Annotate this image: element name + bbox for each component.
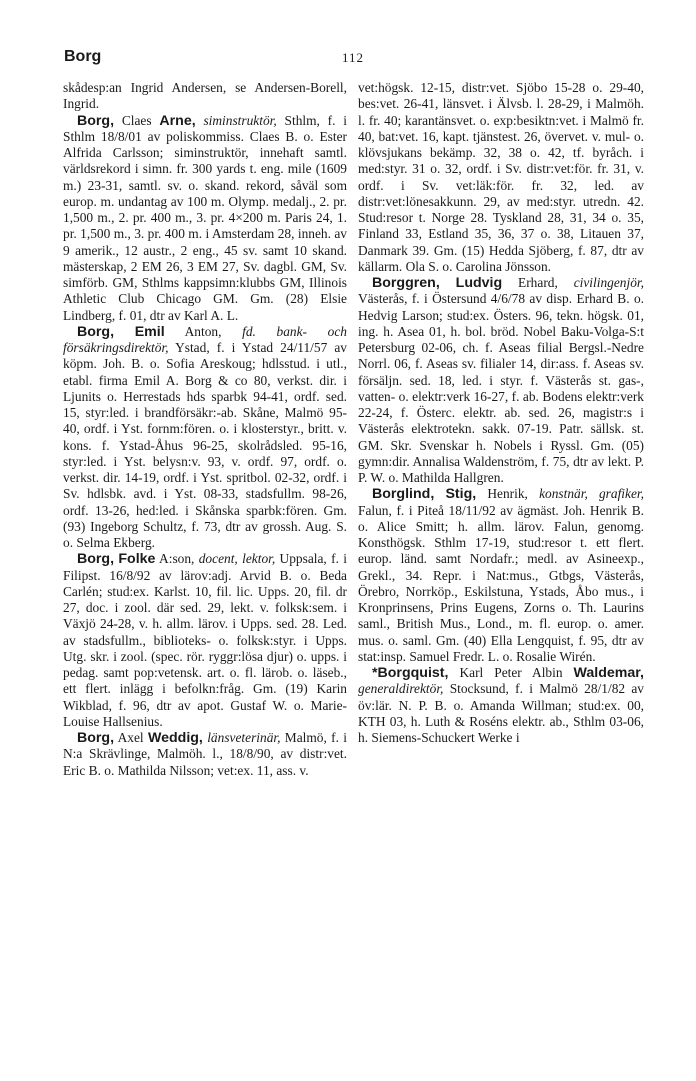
entry-surname: Borglind,: [372, 486, 435, 503]
entry-occupation: fd. bank- och försäkringsdirektör,: [63, 323, 347, 355]
entry-given-names: Axel: [114, 730, 148, 745]
page-number: 112: [341, 50, 365, 65]
entry-text: Falun, f. i Piteå 18/11/92 av ägmäst. Joh. Henrik B. o. Alice Smitt; h. allm. lärov. Falun, genomg. Konsthögsk. Sthlm 17-19, stud:resor t. ett flert. europ. länd. samt Nordafr.; medl. av Asineexp., Grekl., 34. Repr. i Nat:mus., Gtbgs, Västerås, Örebro, Norrköp., Eskilstuna, Ystads, Åbo mus., i Kronprinsens, Prins Eugens, Zorns o. Th. Laurins saml., British Mus., Lond., m. fl. europ. o. amer. mus. o. saml. Gm. (40) Ella Lengquist, f. 95, dtr av stat:insp. Samuel Fredr. L. o. Rosalie Wirén.: [358, 502, 644, 664]
entry-text: vet:högsk. 12-15, distr:vet. Sjöbo 15-28 o. 29-40, bes:vet. 26-41, länsvet. i Älvsb. l. 28-29, i Malmöh. l. fr. 40; karantänsvet. o. exp:besiktn:vet. i Malmö fr. 40, bat:vet. 16, kapt. tjänstest. 26, övervet. v. mul- o. klövsjukans bekämp. 32, 38 o. 42, tf. byråch. i med:styr. 31 o. 32, ordf. i Sv. distr:vet:för. fr. 31, v. ordf. i Sv. vet:läk:för. fr. 32, led. av distr:vet:lönesakkunn. 29, av med:styr. utredn. 42. Stud:resor t. Norge 28. Tyskland 28, 31, 34 o. 35, Finland 33, Estland 35, 36, 37 o. 38, Litauen 37, Danmark 39. Gm. (15) Hedda Sjöberg, f. 87, dtr av källarm. Ola S. o. Carolina Jönsson.: [358, 80, 644, 274]
entry-text: Stocksund, f. i Malmö 28/1/82 av öv:lär. N. P. B. o. Amanda Willman; stud:ex. 00, KTH 03, h. Luth & Roséns elektr. ab., Sthlm 03-06, h. Siemens-Schuckert Werke i: [358, 681, 644, 745]
entry-surname: Borg,: [77, 551, 115, 568]
left-column: [63, 80, 347, 779]
entry-given-names: Karl Peter Albin: [448, 665, 574, 680]
entry-given-names: Claes: [114, 112, 160, 128]
entry-extra-names: Anton,: [164, 323, 243, 339]
entry-surname: Borggren,: [372, 275, 440, 291]
entry-extra-names: Erhard,: [502, 275, 574, 290]
entry-text: skådesp:an Ingrid Andersen, se Andersen-Borell, Ingrid.: [63, 80, 347, 112]
entry-call-name: Stig,: [445, 486, 477, 503]
entry-surname: Borg,: [77, 730, 115, 746]
entry-borglind: [358, 486, 644, 665]
entry-surname: Borg,: [77, 112, 115, 129]
entry-borgquist: [358, 665, 644, 746]
entry-text: Uppsala, f. i Filipst. 16/8/92 av lärov:adj. Arvid B. o. Beda Carlén; stud:ex. Karlst. 10, fil. lic. Upps. 20, fil. dr 27, doc. i zool. där sed. 29, lekt. v. folksk:sem. i Växjö 24-28, v. h. allm. lärov. i Upps. sed. 28. Led. av stadsfullm., biblioteks- o. folksk:styr. i Upps. Utg. skr. i zool. (spec. rör. ryggr:lösa djur) o. upps. i pedag. samt pop:vetensk. art. o. fl. lärob. o. läseb., ett flert. inlägg i befolkn:fråg. Gm. (19) Karin Wikblad, f. 96, dtr av apot. Gustaf W. o. Marie-Louise Hallsenius.: [63, 551, 347, 729]
entry-occupation: konstnär, grafiker,: [539, 486, 644, 502]
entry-call-name: Emil: [134, 323, 165, 340]
entry-call-name: Arne,: [159, 112, 196, 129]
entry-extra-names: Henrik,: [476, 486, 540, 502]
entry-call-name: Ludvig: [455, 275, 503, 291]
entry-borg-axel: [63, 730, 347, 779]
entry-occupation: länsveterinär,: [207, 730, 281, 745]
entry-text: Sthlm, f. i Sthlm 18/8/01 av poliskommiss. Claes B. o. Ester Alfrida Carlsson; siminstruktör, innehaft samtl. världsrekord i simn. fr. 300 yards t. eng. mile (1609 m.) 23-31, samtl. sv. o. skand. rekord, såväl som europ. m. undantag av 100 m. Olymp. medalj., 2. pr. 1,500 m., 2. pr. 400 m., 3. pr. 4×200 m. Paris 24, 1. pr. 1,500 m., 3. pr. 400 m. i Amsterdam 28, inneh. av 9 amerik., 12 austr., 2 eng., 45 sv. samt 10 skand. mästerskap, 2 EM 26, 3 EM 27, Sv. dagbl. GM, Sv. simförb. GM, Sthlms kappsimn:klubbs GM, Illinois Athletic Club Chicago GM. Gm. (28) Elsie Lindberg, f. 01, dtr av Karl A. L.: [63, 112, 347, 323]
entry-borg-claes: [63, 113, 347, 324]
running-head: [64, 48, 642, 70]
entry-borggren: [358, 275, 644, 486]
entry-borg-emil: [63, 324, 347, 552]
entry-call-name: Waldemar,: [573, 665, 644, 681]
entry-text: Västerås, f. i Östersund 4/6/78 av disp. Erhard B. o. Hedvig Larson; stud:ex. Östers. 96, tekn. högsk. 01, ing. h. Asea 01, h. bol. bröd. Nobel Baku-Volga-S:t Petersburg 02-06, ch. f. Aseas filial Bergsl.-Nedre Norrl. 06, f. Aseas sv. filialer 14, dir:ass. f. Aseas sv. försäljn. sed. 18, led. i styr. f. Västerås st. gas-, vatten- o. elektr:verk 16-27, f. ab. Bodens elektr:verk 22-24, f. Österс. elektr. ab. sed. 26, magistr:s i Västerås elektrotekn. sakk. 07-19. Patr. sällsk. st. GM. Skr. Svenskar h. Nobels i Ryssl. Gm. (05) gymn:dir. Annalisa Waldenström, f. 75, dtr av lekt. P. P. W. o. Mathilda Hallgren.: [358, 291, 644, 485]
entry-call-name: Folke: [118, 551, 156, 568]
entry-borg-folke: [63, 551, 347, 730]
entry-extra-names: A:son,: [155, 551, 199, 567]
entry-call-name: Weddig,: [147, 730, 203, 746]
entry-given-names: [434, 486, 445, 501]
entry-surname: Borg,: [77, 323, 115, 340]
entry-text: Malmö, f. i N:a Skrävlinge, Malmöh. l., 18/8/90, av distr:vet. Eric B. o. Mathilda Nilsson; vet:ex. 11, ass. v.: [63, 730, 347, 778]
entry-given-names: [440, 275, 456, 290]
entry-given-names: [114, 324, 135, 339]
entry-occupation: civilingenjör,: [573, 275, 644, 290]
entry-occupation: docent, lektor,: [198, 551, 276, 567]
entry-occupation: generaldirektör,: [358, 681, 444, 697]
entry-continuation: [63, 80, 347, 113]
running-head-word: Borg: [64, 48, 102, 65]
entry-surname: *Borgquist,: [372, 665, 449, 681]
entry-occupation: siminstruktör,: [203, 112, 277, 128]
entry-text: Ystad, f. i Ystad 24/11/57 av köpm. Joh. B. o. Sofia Areskoug; hdlsstud. i utl., etabl. firma Emil A. Borg & co 80, verkst. dir. i Ljunits o. Herrestads hds sparbk 94-41, ordf. sed. 15, styr:led. i brandförsäkr:-ab. Skåne, Malmö 95-40, ordf. i Yst. fornm:fören. o. i klosterstyr., britt. v. kons. f. Ystad-Åhus 96-25, skolrådsled. 95-16, styr:led. i Yst. belysn:v. 93, v. ordf. 97, ordf. o. verkst. dir. 14-19, ordf. i Yst. spritbol. 02-32, ordf. i Sv. hdlsbk. avd. i Yst. 08-33, stadsfullm. 98-26, ordf. 13-26, hed:led. i Skånska sparbk:fören. Gm. (93) Ingeborg Schultz, f. 73, dtr av grossh. Aug. S. o. Selma Ekberg.: [63, 340, 347, 550]
right-column: [358, 80, 644, 746]
entry-continuation: [358, 80, 644, 275]
